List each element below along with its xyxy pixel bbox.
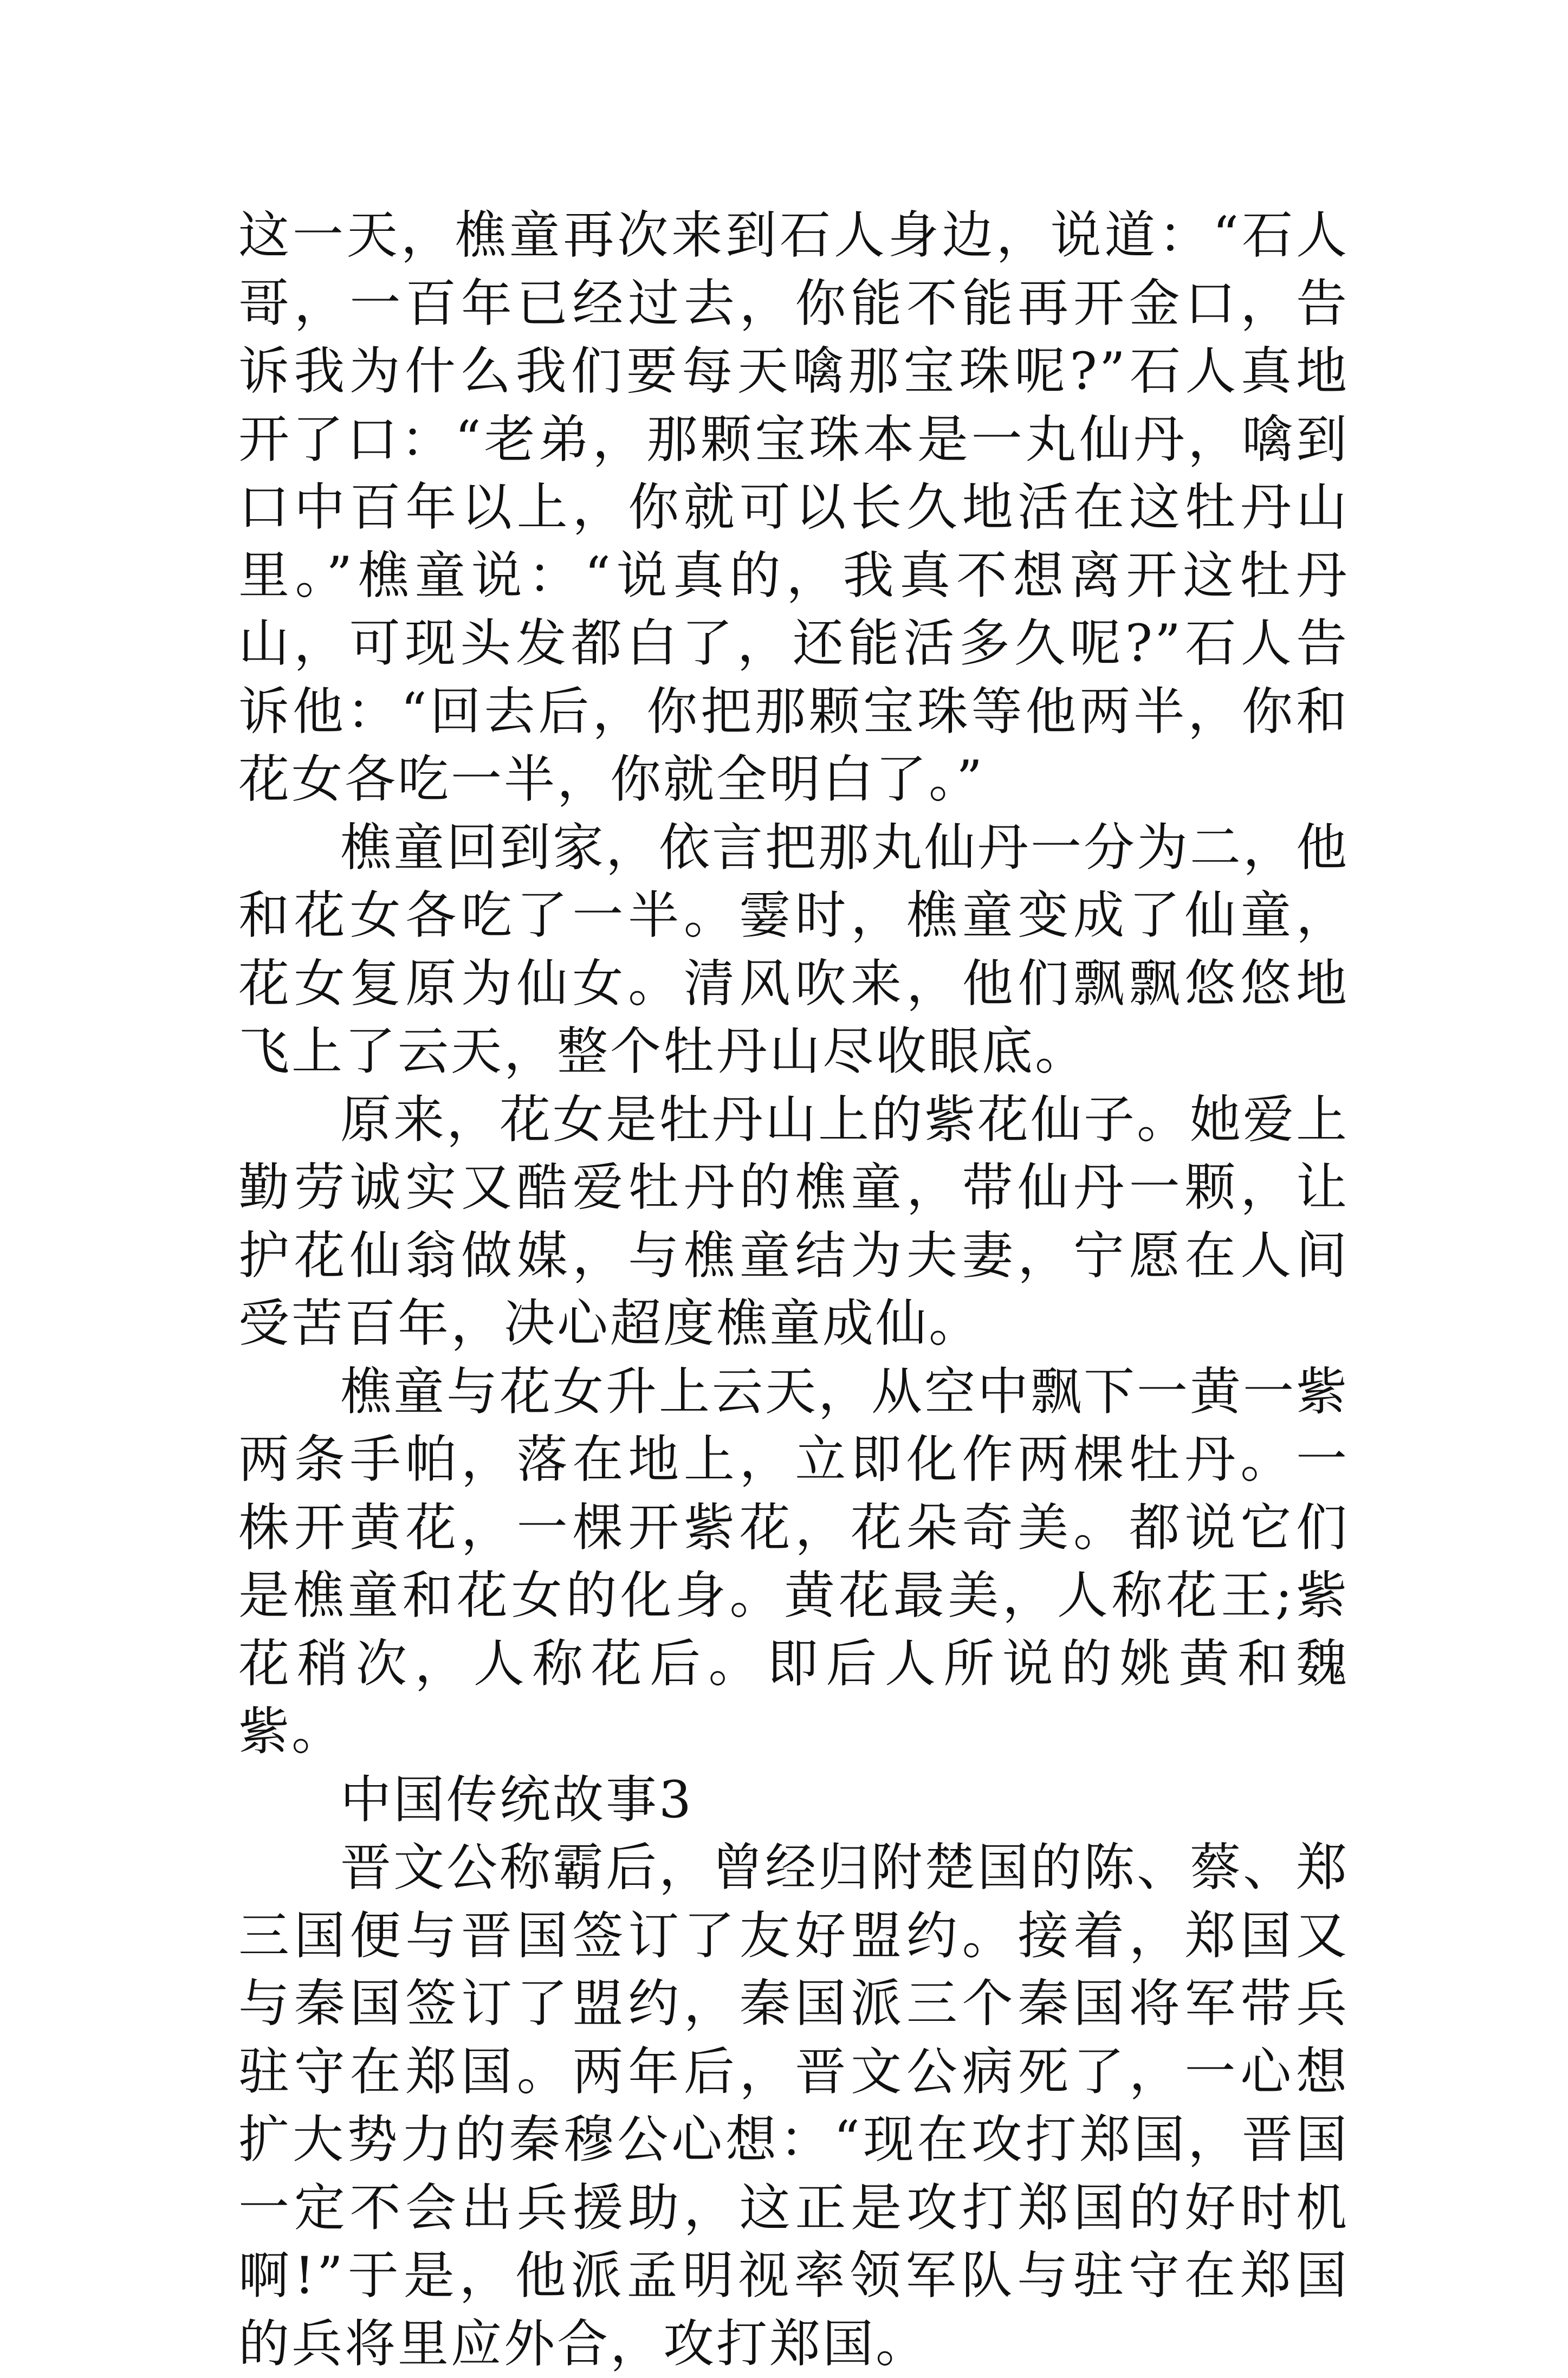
paragraph-1: 这一天，樵童再次来到石人身边，说道：“石人哥，一百年已经过去，你能不能再开金口，告诉我为什么我们要每天噙那宝珠呢?”石人真地开了口：“老弟，那颗宝珠本是一丸仙丹，噙到口中百年以上，你就可以长久地活在这牡丹山里。”樵童说：“说真的，我真不想离开这牡丹山，可现头发都白了，还能活多久呢?”石人告诉他：“回去后，你把那颗宝珠等他两半，你和花女各吃一半，你就全明白了。” — [238, 206, 1349, 809]
paragraph-3: 原来，花女是牡丹山上的紫花仙子。她爱上勤劳诚实又酷爱牡丹的樵童，带仙丹一颗，让护花仙翁做媒，与樵童结为夫妻，宁愿在人间受苦百年，决心超度樵童成仙。 — [238, 1090, 1350, 1353]
paragraph-4: 樵童与花女升上云天，从空中飘下一黄一紫两条手帕，落在地上，立即化作两棵牡丹。一株开黄花，一棵开紫花，花朵奇美。都说它们是樵童和花女的化身。黄花最美，人称花王;紫花稍次，人称花后。即后人所说的姚黄和魏紫。 — [238, 1362, 1350, 1761]
paragraph-2: 樵童回到家，依言把那丸仙丹一分为二，他和花女各吃了一半。霎时，樵童变成了仙童，花女复原为仙女。清风吹来，他们飘飘悠悠地飞上了云天，整个牡丹山尽收眼底。 — [238, 818, 1350, 1081]
document-body — [238, 202, 1349, 2378]
section-heading: 中国传统故事3 — [340, 1770, 694, 1830]
paragraph-5: 晋文公称霸后，曾经归附楚国的陈、蔡、郑三国便与晋国签订了友好盟约。接着，郑国又与秦国签订了盟约，秦国派三个秦国将军带兵驻守在郑国。两年后，晋文公病死了，一心想扩大势力的秦穆公心想：“现在攻打郑国，晋国一定不会出兵援助，这正是攻打郑国的好时机啊!”于是，他派孟明视率领军队与驻守在郑国的兵将里应外合，攻打郑国。 — [238, 1838, 1350, 2374]
